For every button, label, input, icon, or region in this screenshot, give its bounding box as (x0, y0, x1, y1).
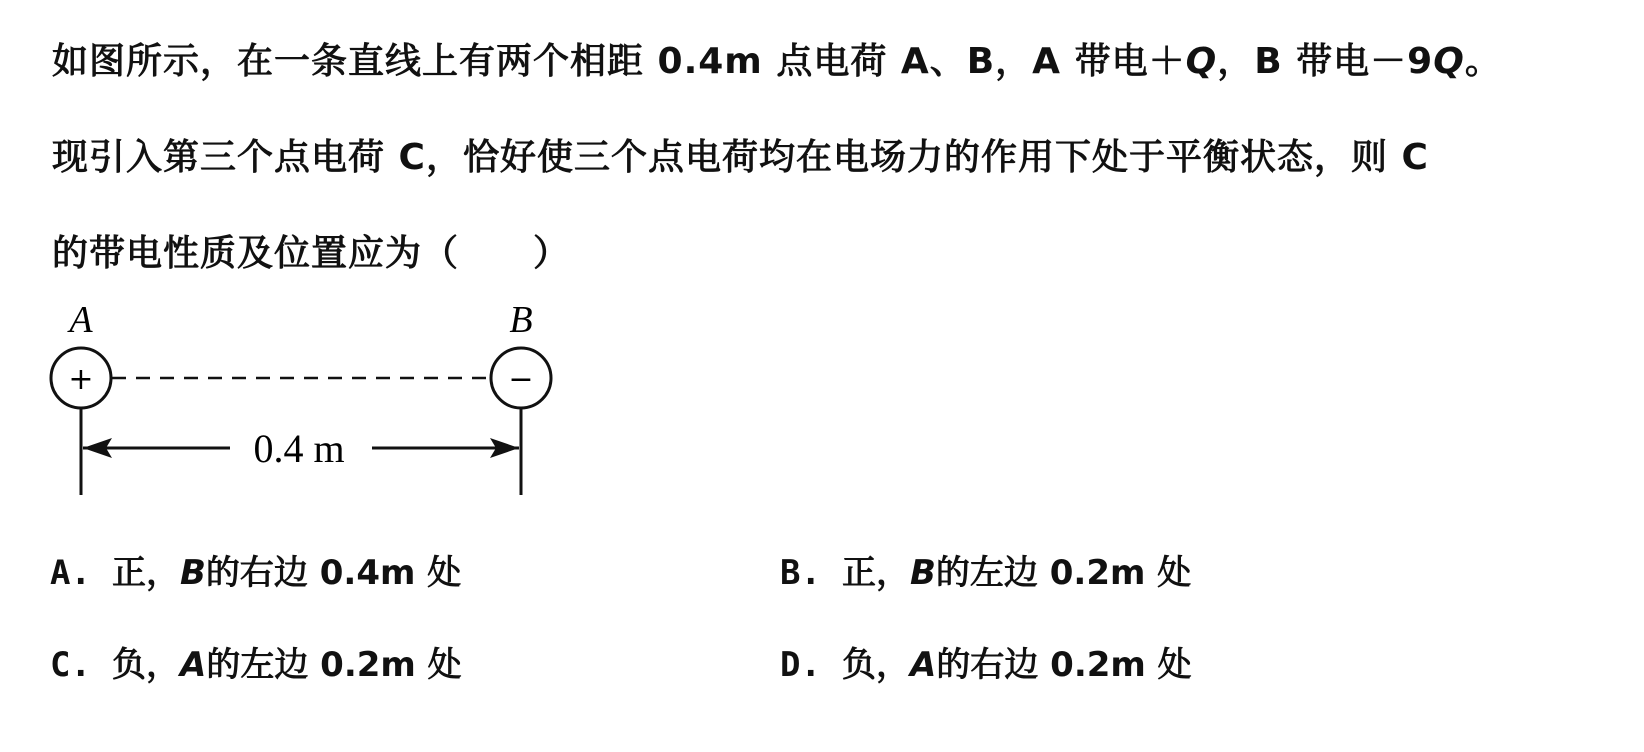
question-line-3: 的带电性质及位置应为（ ） (52, 233, 571, 274)
option-d-sign: 负， (842, 645, 910, 685)
option-c-sign: 负， (112, 645, 180, 685)
charge-diagram (40, 290, 580, 520)
charge-a-sign: + (68, 362, 94, 397)
option-a-sign: 正， (112, 553, 180, 593)
option-d-letter: D. (780, 645, 821, 685)
option-b-sign: 正， (842, 553, 910, 593)
option-a-rest: 的右边 0.4m 处 (205, 553, 462, 593)
question-line-1-post: 。 (1464, 41, 1502, 82)
question-line-1-mid: ，B 带电－9 (1217, 41, 1434, 82)
option-d-rest: 的右边 0.2m 处 (936, 645, 1192, 685)
question-stem (52, 34, 1612, 322)
option-b[interactable] (780, 548, 1191, 598)
charge-symbol-q2: Q (1433, 41, 1465, 82)
label-b: B (509, 299, 533, 341)
option-a[interactable] (50, 548, 461, 598)
option-d[interactable] (780, 640, 1192, 690)
distance-label: 0.4 m (253, 426, 345, 471)
label-a: A (69, 299, 93, 341)
question-line-2: 现引入第三个点电荷 C，恰好使三个点电荷均在电场力的作用下处于平衡状态，则 C (52, 137, 1429, 178)
charge-b-sign: − (508, 362, 534, 397)
option-b-point: B (910, 553, 936, 593)
option-c-rest: 的左边 0.2m 处 (206, 645, 462, 685)
option-a-point: B (180, 553, 206, 593)
option-c-letter: C. (50, 645, 91, 685)
option-a-letter: A. (50, 553, 91, 593)
question-line-1-pre: 如图所示，在一条直线上有两个相距 0.4m 点电荷 A、B，A 带电＋ (52, 41, 1186, 82)
charge-symbol-q1: Q (1185, 41, 1218, 82)
charge-diagram-svg (40, 290, 580, 520)
option-c-point: A (180, 645, 207, 685)
option-c[interactable] (50, 640, 462, 690)
option-b-letter: B. (780, 553, 821, 593)
option-b-rest: 的左边 0.2m 处 (935, 553, 1192, 593)
question-line-1 (52, 34, 1612, 90)
option-d-point: A (910, 645, 937, 685)
